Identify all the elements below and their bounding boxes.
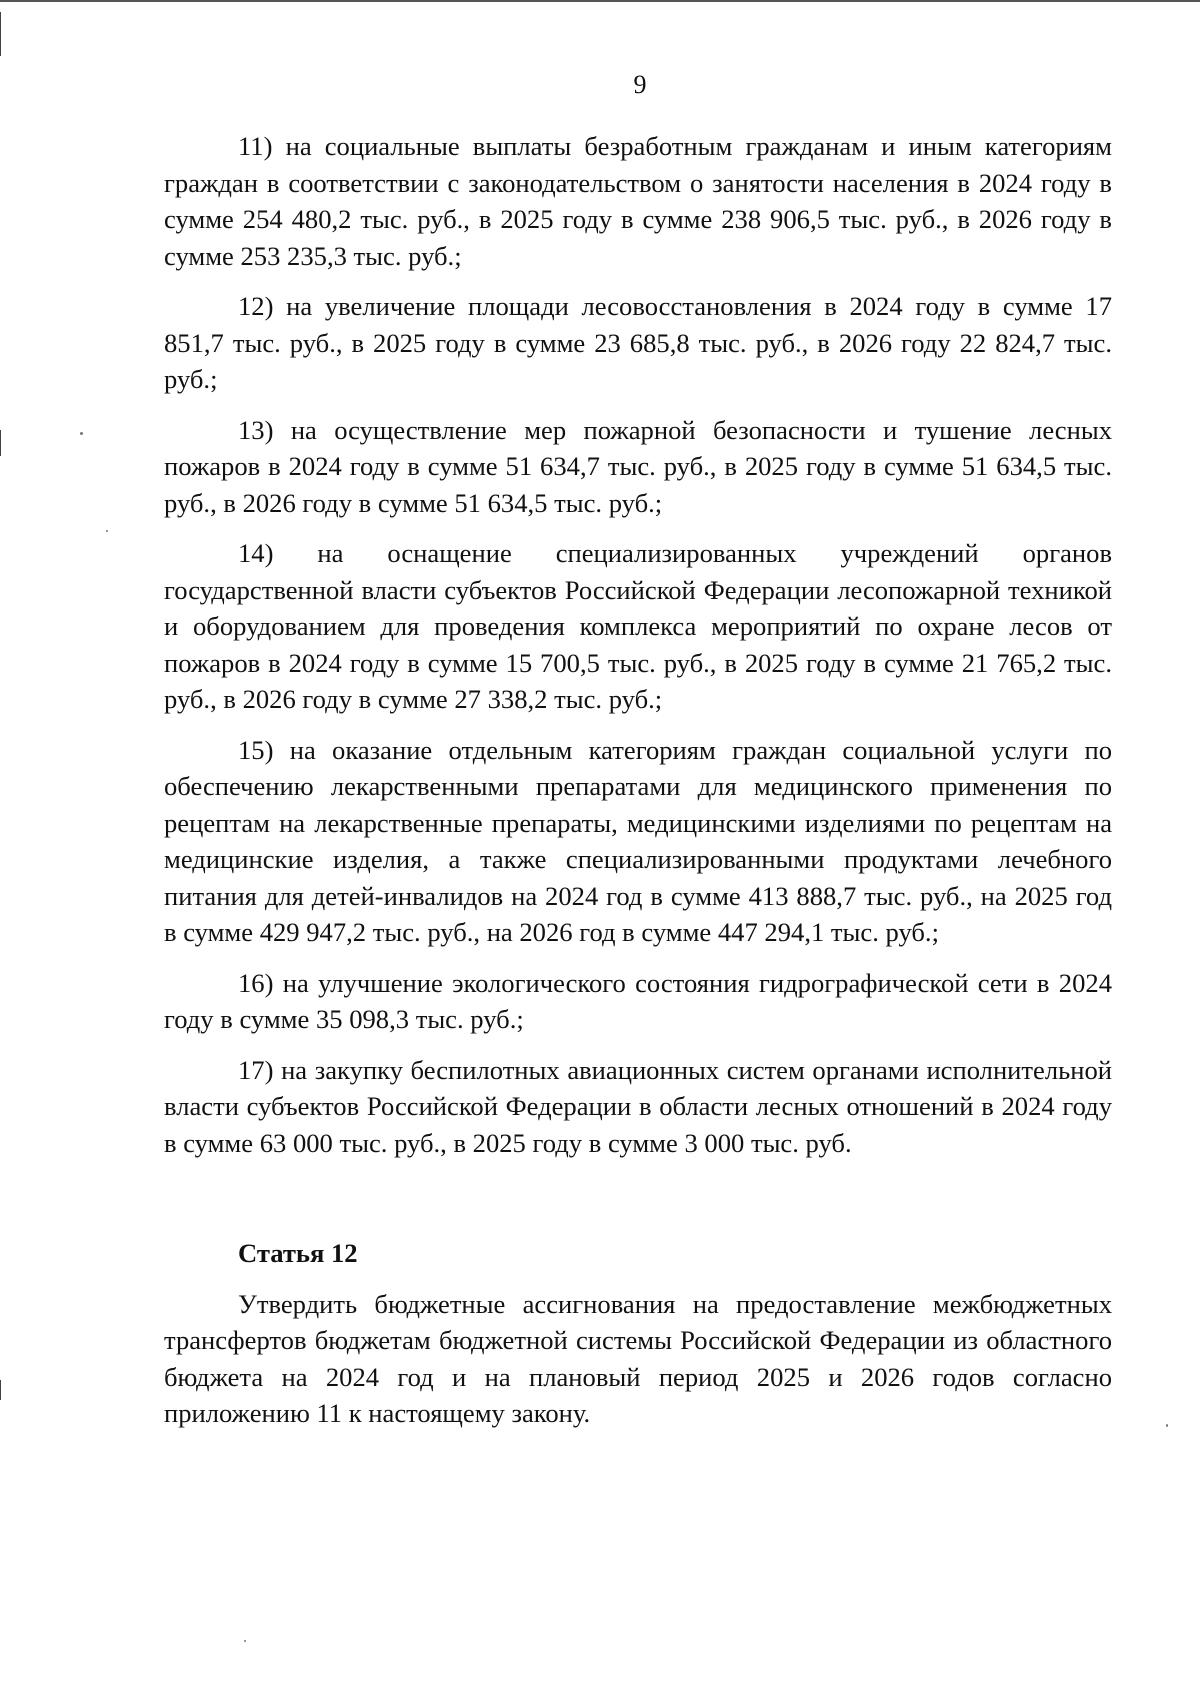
list-item: 15) на оказание отдельным категориям граждан социальной услуги по обеспечению лекарственными препаратами для медицинского применения по рецептам на лекарственные препараты, медицинскими изделиями по рецептам на медицинские изделия, а также специализированными продуктами лечебного питания для детей-инвалидов на 2024 год в сумме 413 888,7 тыс. руб., на 2025 год в сумме 429 947,2 тыс. руб., на 2026 год в сумме 447 294,1 тыс. руб.; xyxy=(164,734,1112,947)
article-paragraph: Утвердить бюджетные ассигнования на предоставление межбюджетных трансфертов бюджетам бюджетной системы Российской Федерации из областного бюджета на 2024 год и на плановый период 2025 и 2026 годов согласно приложению 11 к настоящему закону. xyxy=(164,1288,1112,1428)
scan-edge-mark xyxy=(0,430,1,456)
list-item: 11) на социальные выплаты безработным гражданам и иным категориям граждан в соответствии с законодательством о занятости населения в 2024 году в сумме 254 480,2 тыс. руб., в 2025 году в сумме 238 906,5 тыс. руб., в 2026 году в сумме 253 235,3 тыс. руб.; xyxy=(164,131,1112,271)
scan-edge-mark xyxy=(0,1380,1,1400)
list-item: 13) на осуществление мер пожарной безопасности и тушение лесных пожаров в 2024 году в сумме 51 634,7 тыс. руб., в 2025 году в сумме 51 634,5 тыс. руб., в 2026 году в сумме 51 634,5 тыс. руб.; xyxy=(164,414,1112,518)
list-item: 17) на закупку беспилотных авиационных систем органами исполнительной власти субъектов Российской Федерации в области лесных отношений в 2024 году в сумме 63 000 тыс. руб., в 2025 году в сумме 3 000 тыс. руб. xyxy=(164,1054,1112,1158)
scan-speck xyxy=(106,530,108,532)
document-body xyxy=(164,128,1112,1432)
page-top-edge xyxy=(0,0,1200,2)
list-item: 16) на улучшение экологического состояния гидрографической сети в 2024 году в сумме 35 098,3 тыс. руб.; xyxy=(164,967,1112,1034)
scan-edge-mark xyxy=(0,12,1,56)
page-number: 9 xyxy=(633,70,647,99)
list-item: 12) на увеличение площади лесовосстановления в 2024 году в сумме 17 851,7 тыс. руб., в 2025 году в сумме 23 685,8 тыс. руб., в 2026 году 22 824,7 тыс. руб.; xyxy=(164,291,1112,394)
scan-speck xyxy=(1166,1424,1168,1427)
list-item: 14) на оснащение специализированных учреждений органов государственной власти субъектов Российской Федерации лесопожарной техникой и оборудованием для проведения комплекса мероприятий по охране лесов от пожаров в 2024 году в сумме 15 700,5 тыс. руб., в 2025 году в сумме 21 765,2 тыс. руб., в 2026 году в сумме 27 338,2 тыс. руб.; xyxy=(164,538,1112,714)
article-heading: Статья 12 xyxy=(238,1238,358,1268)
scan-speck xyxy=(80,432,83,435)
scan-speck xyxy=(244,1640,246,1642)
